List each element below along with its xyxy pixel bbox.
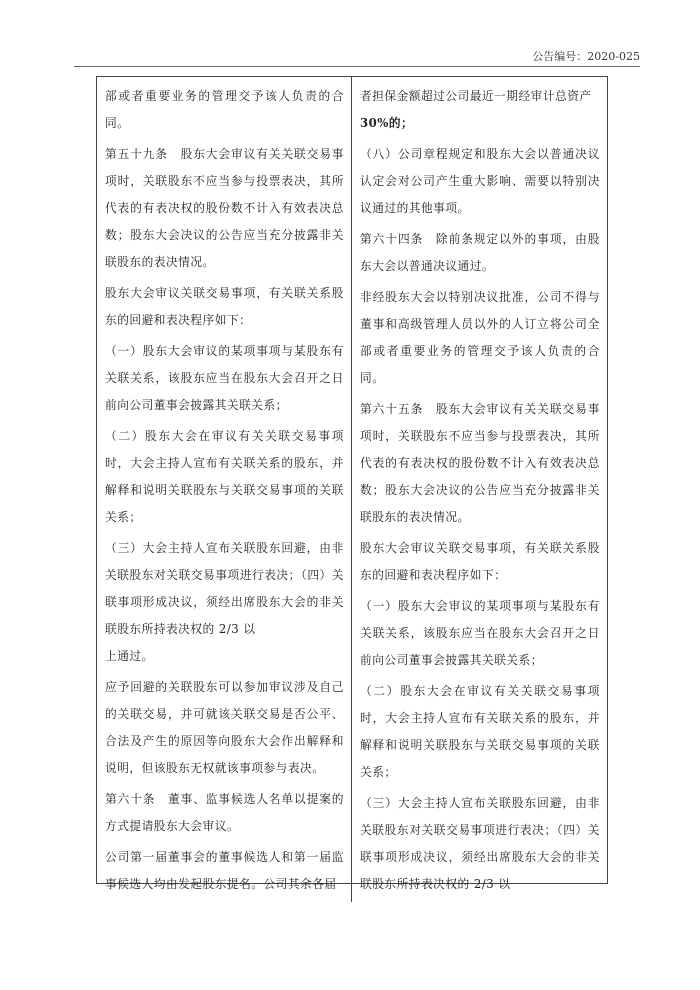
header-rule [74,66,640,67]
right-paragraph: 第六十四条 除前条规定以外的事项，由股东大会以普通决议通过。 [360,232,600,273]
right-paragraph: （八）公司章程规定和股东大会以普通决议认定会对公司产生重大影响、需要以特别决议通过的其他事项。 [360,147,600,215]
left-paragraph: 部或者重要业务的管理交予该人负责的合同。 [105,89,344,130]
right-paragraph: （三）大会主持人宣布关联股东回避，由非关联股东对关联交易事项进行表决；（四）关联事项形成决议，须经出席股东大会的非关联股东所持表决权的 2/3 以 [360,796,600,891]
left-paragraph: 第五十九条 股东大会审议有关关联交易事项时，关联股东不应当参与投票表决，其所代表的有表决权的股份数不计入有效表决总数；股东大会决议的公告应当充分披露非关联股东的表决情况。 [105,147,344,269]
right-paragraph: 股东大会审议关联交易事项，有关联关系股东的回避和表决程序如下： [360,541,600,582]
left-paragraph: 应予回避的关联股东可以参加审议涉及自己的关联交易，并可就该关联交易是否公平、合法及产生的原因等向股东大会作出解释和说明，但该股东无权就该事项参与表决。 [105,680,344,775]
right-paragraph: 30%的； [360,116,414,130]
left-paragraph: 上通过。 [105,649,154,663]
left-paragraph: （三）大会主持人宣布关联股东回避，由非关联股东对关联交易事项进行表决；（四）关联事项形成决议，须经出席股东大会的非关联股东所持表决权的 2/3 以 [105,541,344,636]
announcement-number: 公告编号：2020-025 [532,50,640,63]
left-paragraph: （二）股东大会在审议有关关联交易事项时，大会主持人宣布有关联关系的股东，并解释和说明关联股东与关联交易事项的关联关系； [105,429,344,524]
left-paragraph: （一）股东大会审议的某项事项与某股东有关联关系，该股东应当在股东大会召开之日前向公司董事会披露其关联关系； [105,344,344,412]
left-column [97,77,352,902]
left-paragraph: 第六十条 董事、监事候选人名单以提案的方式提请股东大会审议。 [105,792,344,833]
comparison-table [96,76,608,891]
left-paragraph: 股东大会审议关联交易事项，有关联关系股东的回避和表决程序如下： [105,286,344,327]
right-paragraph: 第六十五条 股东大会审议有关关联交易事项时，关联股东不应当参与投票表决，其所代表的有表决权的股份数不计入有效表决总数；股东大会决议的公告应当充分披露非关联股东的表决情况。 [360,402,600,524]
right-paragraph: （二）股东大会在审议有关关联交易事项时，大会主持人宣布有关联关系的股东，并解释和说明关联股东与关联交易事项的关联关系； [360,684,600,779]
right-paragraph: 非经股东大会以特别决议批准，公司不得与董事和高级管理人员以外的人订立将公司全部或者重要业务的管理交予该人负责的合同。 [360,290,600,385]
right-paragraph: 者担保金额超过公司最近一期经审计总资产 [360,89,592,103]
right-paragraph: （一）股东大会审议的某项事项与某股东有关联关系，该股东应当在股东大会召开之日前向公司董事会披露其关联关系； [360,599,600,667]
right-column [352,77,607,902]
left-paragraph: 公司第一届董事会的董事候选人和第一届监事候选人均由发起股东提名。公司其余各届 [105,850,344,891]
